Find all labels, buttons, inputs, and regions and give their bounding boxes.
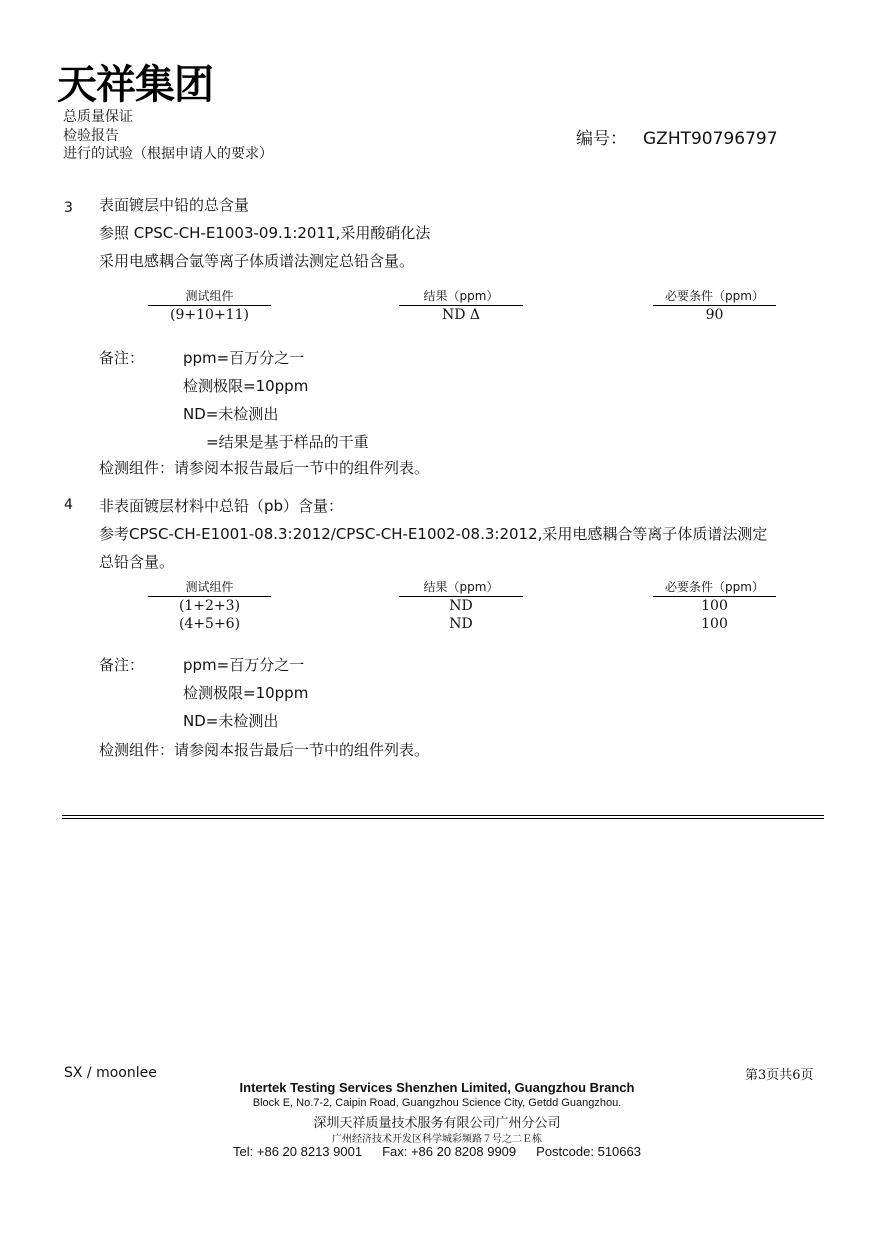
report-number [576,124,778,149]
table-cell: ND [449,598,473,614]
table-header: 结果（ppm） [399,580,523,597]
section-4-number: 4 [64,497,73,513]
table-cell: ND [449,616,473,632]
section-4-method-1: 参考CPSC-CH-E1001-08.3:2012/CPSC-CH-E1002-08.3:2012,采用电感耦合等离子体质谱法测定 [99,525,768,543]
section-4-notes-label: 备注： [99,656,145,674]
table-header: 结果（ppm） [399,289,523,306]
table-header: 必要条件（ppm） [653,580,776,597]
header-line-1: 总质量保证 [63,109,133,125]
section-3-number: 3 [64,200,73,216]
table-cell: (1+2+3) [178,598,241,614]
section-4-note: ppm=百万分之一 [183,656,305,674]
header-line-3: 进行的试验（根据申请人的要求） [63,146,273,162]
table-column-component [148,289,271,324]
section-3-title: 表面镀层中铅的总含量 [99,196,250,214]
footer-fax: Fax: +86 20 8208 9909 [382,1144,517,1159]
section-4-method-2: 总铅含量。 [99,553,175,571]
table-cell: ND Δ [441,307,481,323]
footer-author: SX / moonlee [64,1065,157,1081]
table-column-limit [653,289,776,324]
report-number-value: GZHT90796797 [643,129,778,149]
table-column-limit [653,580,776,633]
section-3-note: ND=未检测出 [183,405,279,423]
divider-line [62,815,824,816]
section-3-note: 检测极限=10ppm [183,377,309,395]
footer-company-cn: 深圳天祥质量技术服务有限公司广州分公司 [313,1116,561,1131]
table-column-component [148,580,271,633]
table-cell: 90 [705,307,724,323]
section-4-component-ref: 检测组件：请参阅本报告最后一节中的组件列表。 [99,741,430,759]
footer-address-cn: 广州经济技术开发区科学城彩频路７号之二Ｅ栋 [332,1134,542,1145]
section-3-notes-label: 备注： [99,349,145,367]
section-4-note: ND=未检测出 [183,712,279,730]
table-column-result [399,289,523,324]
footer-postcode: Postcode: 510663 [536,1144,641,1159]
table-cell: (9+10+11) [170,307,249,323]
table-column-result [399,580,523,633]
table-cell: 100 [701,598,728,614]
section-3-note: =结果是基于样品的干重 [206,433,369,451]
section-4-note: 检测极限=10ppm [183,684,309,702]
company-logo: 天祥集团 [57,62,213,108]
section-3-method-2: 采用电感耦合氩等离子体质谱法测定总铅含量。 [99,252,415,270]
footer-address-en: Block E, No.7-2, Caipin Road, Guangzhou Science City, Getdd Guangzhou. [252,1097,622,1109]
report-number-label: 编号： [576,129,627,149]
table-header: 测试组件 [148,580,271,597]
header-line-2: 检验报告 [63,128,119,144]
footer-contact [0,1144,874,1159]
table-header: 必要条件（ppm） [653,289,776,306]
footer-tel: Tel: +86 20 8213 9001 [233,1144,363,1159]
section-3-component-ref: 检测组件：请参阅本报告最后一节中的组件列表。 [99,459,430,477]
section-3-method-1: 参照 CPSC-CH-E1003-09.1:2011,采用酸硝化法 [99,224,431,242]
table-header: 测试组件 [148,289,271,306]
footer-company-en: Intertek Testing Services Shenzhen Limited, Guangzhou Branch [239,1080,635,1095]
section-4-title: 非表面镀层材料中总铅（pb）含量： [99,497,344,515]
table-cell: 100 [701,616,728,632]
divider-line [62,818,824,819]
footer-page-number: 第3页共6页 [745,1068,814,1083]
table-cell: (4+5+6) [178,616,241,632]
section-3-note: ppm=百万分之一 [183,349,305,367]
